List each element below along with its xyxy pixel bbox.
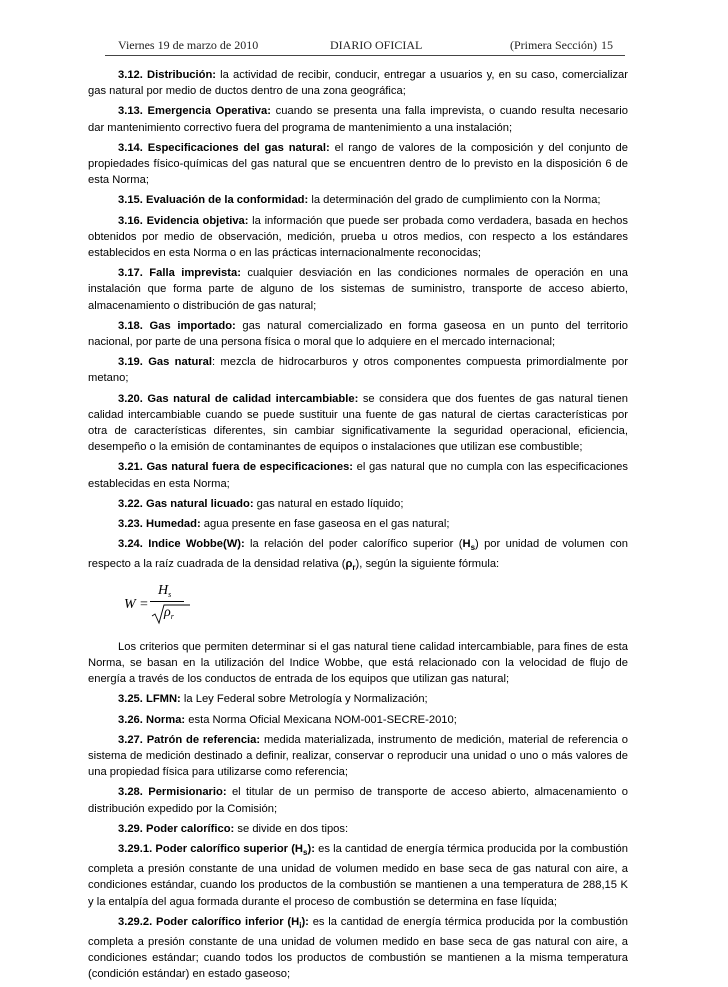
page-header [118,38,618,54]
definition-term-end: ): [307,842,315,855]
definition-3-15 [88,192,628,208]
header-date: Viernes 19 de marzo de 2010 [118,38,259,52]
symbol-rho: ρ [345,558,353,571]
definition-3-16 [88,213,628,262]
definition-text: la determinación del grado de cumplimiento con la Norma; [308,194,601,207]
definition-text: ) por unidad de volumen con respecto a la raíz cuadrada de la densidad relativa ( [88,538,628,571]
definition-term: 3.22. Gas natural licuado: [118,497,254,510]
definition-text: la relación del poder calorífico superior ( [244,538,463,551]
symbol-subscript: s [303,847,308,857]
definition-text: el rango de valores de la composición y del conjunto de propiedades físico-químicas del gas natural que se encuentren dentro de lo previsto en la disposición 6 de esta Norma; [88,141,628,187]
definition-term: 3.21. Gas natural fuera de especificaciones: [118,461,354,474]
definition-3-25 [88,691,628,707]
formula-denominator [164,605,174,625]
definition-3-29-1 [88,841,628,910]
header-page-number: 15 [601,38,613,52]
definition-3-12 [88,67,628,99]
definition-term: 3.27. Patrón de referencia: [118,733,261,746]
header-title: DIARIO OFICIAL [330,38,423,52]
definition-term-end: ): [301,915,309,928]
definition-3-29-2 [88,914,628,983]
definition-term: 3.20. Gas natural de calidad intercambiable: [118,392,359,405]
definition-3-14 [88,140,628,189]
definition-text: esta Norma Oficial Mexicana NOM-001-SECRE-2010; [185,713,457,726]
definition-term: 3.15. Evaluación de la conformidad: [118,194,309,207]
definition-text: la actividad de recibir, conducir, entregar a usuarios y, en su caso, comercializar gas natural por medio de ductos dentro de una zona geográfica; [88,69,628,98]
definition-3-22 [88,496,628,512]
definition-term: 3.19. Gas natural [118,356,212,369]
definition-term: 3.28. Permisionario: [118,786,227,799]
symbol-subscript: i [299,920,302,930]
definition-3-26 [88,712,628,728]
definition-term: 3.25. LFMN: [118,693,181,706]
definition-3-13 [88,103,628,135]
document-body [88,67,628,987]
formula-equals: = [140,596,148,612]
definition-term: 3.23. Humedad: [118,518,201,531]
definition-3-28 [88,784,628,816]
definition-text: cuando se presenta una falla imprevista, o cuando resulta necesario dar mantenimiento correctivo fuera del programa de mantenimiento a una instalación; [88,105,628,134]
definition-text: : mezcla de hidrocarburos y otros componentes compuesta primordialmente por metano; [88,356,629,385]
definition-term: 3.29.1. Poder calorífico superior (H [118,842,304,855]
formula-num-symbol: H [158,582,169,598]
definition-text: el gas natural que no cumpla con las especificaciones establecidas en esta Norma; [88,461,628,490]
definition-text: es la cantidad de energía térmica producida por la combustión completa a presión constante de una unidad de volumen medido en base seca de gas natural con aire, a condiciones estándar, cuando los productos de la combustión se mantienen a una temperatura de 288,15 K y la entalpía del agua formada durante el proceso de combustión se determina en fase líquida; [88,842,628,908]
definition-text: se divide en dos tipos: [234,822,349,835]
definition-term: 3.17. Falla imprevista: [118,267,241,280]
definition-term: 3.16. Evidencia objetiva: [118,214,249,227]
definition-3-20 [88,391,628,456]
header-rule [105,55,625,56]
formula-lhs: W [124,596,136,612]
definition-text: ), según la siguiente fórmula: [355,558,500,571]
definition-text: es la cantidad de energía térmica producida por la combustión completa a presión constante de una unidad de volumen medido en base seca de gas natural con aire, a condiciones estándar; cuando todos los productos de combustión se mantienen a la misma temperatura (condición estándar) en estado gaseoso; [88,915,628,981]
formula-den-subscript: r [170,611,174,621]
definition-3-21 [88,459,628,491]
definition-term: 3.29.2. Poder calorífico inferior (H [118,915,300,928]
definition-3-17 [88,265,628,314]
definition-text: se considera que dos fuentes de gas natural tienen calidad intercambiable cuando se puede sustituir una fuente de gas natural de ciertas características por otra de características diferentes, sin cambiar significativamente la seguridad operacional, eficiencia, desempeño o la emisión de contaminantes de equipos o instalaciones que utilizan ese combustible; [88,392,628,454]
definition-term: 3.29. Poder calorífico: [118,822,235,835]
definition-text: gas natural en estado líquido; [253,497,404,510]
wobbe-explanation: Los criterios que permiten determinar si el gas natural tiene calidad intercambiable, para fines de esta Norma, se basan en la utilización del Indice Wobbe, que está relacionado con la velocidad de flujo de energía a través de los conductos de entrada de los equipos que utilizan gas natural; [88,640,628,686]
definition-text: la información que puede ser probada como verdadera, basada en hechos obtenidos por medio de observación, medición, prueba u otros medios, con respecto a los estándares establecidos en esta Norma o en las prácticas internacionalmente reconocidas; [88,214,628,260]
definition-term: 3.12. Distribución: [118,69,217,81]
definition-text: la Ley Federal sobre Metrología y Normalización; [180,693,428,706]
definition-3-18 [88,318,628,350]
definition-term: 3.24. Indice Wobbe(W): [118,538,245,551]
symbol-h: H [462,538,471,551]
formula-den-symbol: ρ [164,604,171,620]
wobbe-formula [88,581,628,631]
definition-term: 3.26. Norma: [118,713,186,726]
definition-text: el titular de un permiso de transporte de acceso abierto, almacenamiento o distribución expedido por la Comisión; [88,786,629,815]
symbol-subscript: r [352,563,356,573]
fraction-bar [150,601,184,602]
definition-3-27 [88,732,628,781]
formula-num-subscript: s [168,589,172,599]
definition-3-23 [88,516,628,532]
definition-term: 3.14. Especificaciones del gas natural: [118,141,330,154]
definition-3-29 [88,821,628,837]
definition-term: 3.18. Gas importado: [118,319,236,332]
definition-text: agua presente en fase gaseosa en el gas natural; [200,518,450,531]
definition-text: gas natural comercializado en forma gaseosa en un punto del territorio nacional, por parte de una persona física o moral que lo adquiere en el mercado internacional; [88,319,628,349]
definition-term: 3.13. Emergencia Operativa: [118,105,271,118]
definition-text: cualquier desviación en las condiciones normales de operación en una instalación que forma parte de alguno de los sistemas de suministro, transporte de acceso abierto, almacenamiento o distribución de gas natural; [88,267,628,312]
definition-3-24 [88,536,628,576]
definition-text: medida materializada, instrumento de medición, material de referencia o sistema de medición destinado a definir, realizar, conservar o reproducir una unidad o uno o más valores de una propiedad física para utilizarse como referencia; [88,733,628,779]
symbol-subscript: s [470,543,476,553]
definition-3-19 [88,354,628,386]
header-section: (Primera Sección) [510,38,597,52]
